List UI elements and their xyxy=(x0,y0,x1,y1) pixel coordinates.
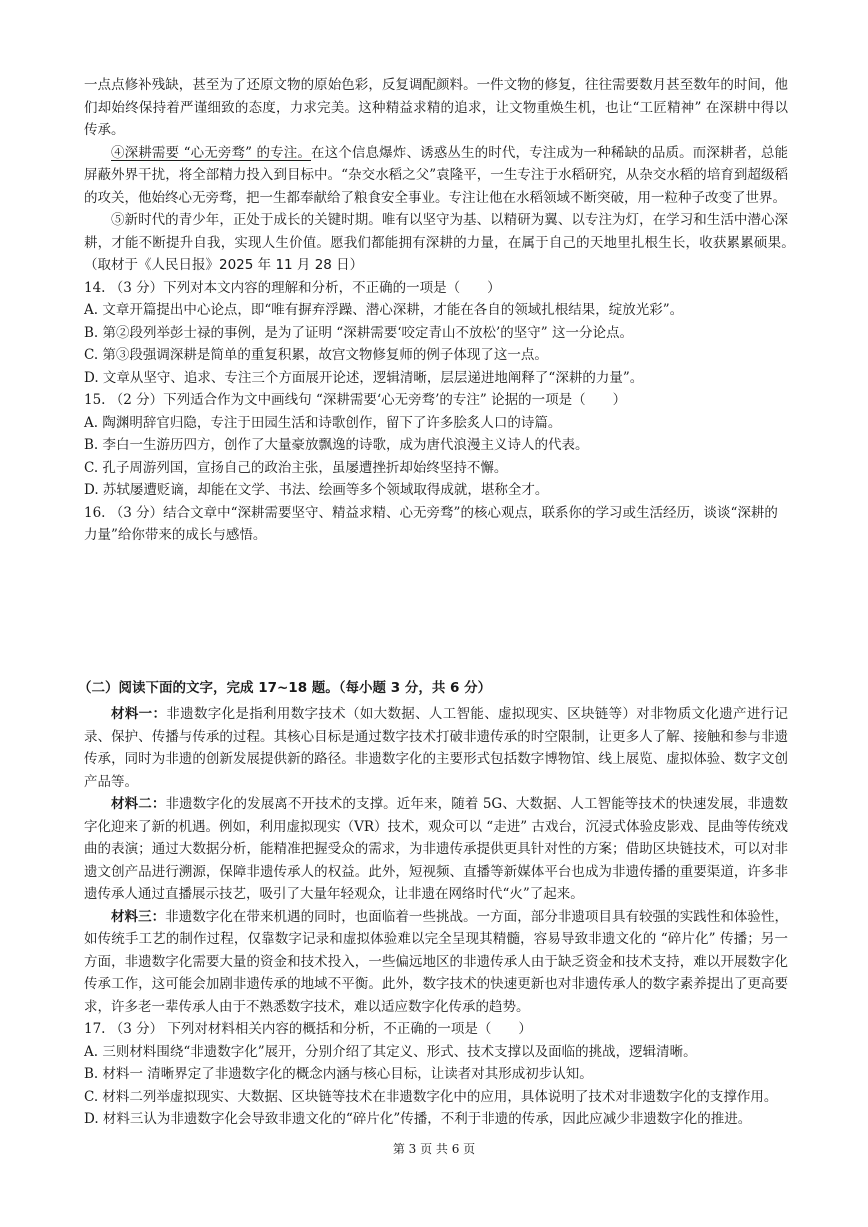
question-17-option-c: C. 材料二列举虚拟现实、大数据、区块链等技术在非遗数字化中的应用，具体说明了技术对非遗数字化的支撑作用。 xyxy=(84,1088,778,1105)
question-16-stem: 16. （3 分）结合文章中“深耕需要坚守、精益求精、心无旁骛”的核心观点，联系你的学习或生活经历，谈谈“深耕的力量”给你带来的成长与感悟。 xyxy=(84,504,778,543)
source-note: （取材于《人民日报》2025 年 11 月 28 日） xyxy=(84,257,364,273)
answer-space xyxy=(84,547,788,677)
material-2-label: 材料二： xyxy=(111,796,166,812)
question-17-option-d: D. 材料三认为非遗数字化会导致非遗文化的“碎片化”传播，不利于非遗的传承，因此应减少非遗数字化的推进。 xyxy=(84,1111,752,1127)
material-3-label: 材料三： xyxy=(111,908,166,925)
paragraph-5 xyxy=(84,209,788,277)
material-1 xyxy=(84,703,788,793)
question-14-option-a: A. 文章开篇提出中心论点，即“唯有摒弃浮躁、潜心深耕，才能在各自的领域扎根结果，绽放光彩”。 xyxy=(84,302,684,318)
question-17-stem: 17. （3 分） 下列对材料相关内容的概括和分析，不正确的一项是（ ） xyxy=(84,1021,532,1037)
material-1-label: 材料一： xyxy=(111,706,167,722)
question-15-option-d: D. 苏轼屡遭贬谪，却能在文学、书法、绘画等多个领域取得成就，堪称全才。 xyxy=(84,482,549,498)
question-14-option-b: B. 第②段列举彭士禄的事例，是为了证明 “深耕需要‘咬定青山不放松’的坚守” 这一分论点。 xyxy=(84,324,633,341)
page-number: 第 3 页 共 6 页 xyxy=(392,1142,476,1156)
paragraph-continued: 一点点修补残缺，甚至为了还原文物的原始色彩，反复调配颜料。一件文物的修复，往往需要数月甚至数年的时间，他们却始终保持着严谨细致的态度，力求完美。这种精益求精的追求，让文物重焕生机，也让“工匠精神” 在深耕中得以传承。 xyxy=(84,77,788,138)
paragraph-4 xyxy=(84,142,788,210)
question-14-option-c: C. 第③段强调深耕是简单的重复积累，故宫文物修复师的例子体现了这一点。 xyxy=(84,347,548,363)
question-14-stem: 14. （3 分）下列对本文内容的理解和分析，不正确的一项是（ ） xyxy=(84,279,501,296)
question-17-option-b: B. 材料一 清晰界定了非遗数字化的概念内涵与核心目标，让读者对其形成初步认知。 xyxy=(84,1066,593,1082)
question-14-option-d: D. 文章从坚守、追求、专注三个方面展开论述，逻辑清晰，层层递进地阐释了“深耕的力量”。 xyxy=(84,369,644,386)
question-15-option-c: C. 孔子周游列国，宣扬自己的政治主张，虽屡遭挫折却始终坚持不懈。 xyxy=(84,459,508,476)
exam-page xyxy=(78,74,789,1131)
question-15-option-b: B. 李白一生游历四方，创作了大量豪放飘逸的诗歌，成为唐代浪漫主义诗人的代表。 xyxy=(84,437,589,453)
paragraph-4-body: 在这个信息爆炸、诱惑丛生的时代，专注成为一种稀缺的品质。而深耕者，总能屏蔽外界干扰，将全部精力投入到目标中。“杂交水稻之父”袁隆平，一生专注于水稻研究，从杂交水稻的培育到超级稻的攻关，他始终心无旁骛，把一生都奉献给了粮食安全事业。专注让他在水稻领域不断突破，用一粒种子改变了世界。 xyxy=(84,144,789,206)
question-15-stem: 15. （2 分）下列适合作为文中画线句 “深耕需要‘心无旁骛’的专注” 论据的一项是（ ） xyxy=(84,392,627,408)
section-2-heading: （二）阅读下面的文字，完成 17~18 题。（每小题 3 分，共 6 分） xyxy=(78,679,492,696)
question-15-option-a: A. 陶渊明辞官归隐，专注于田园生活和诗歌创作，留下了许多脍炙人口的诗篇。 xyxy=(84,414,562,431)
material-1-text: 非遗数字化是指利用数字技术（如大数据、人工智能、虚拟现实、区块链等）对非物质文化遗产进行记录、保护、传播与传承的过程。其核心目标是通过数字技术打破非遗传承的时空限制，让更多人了解、接触和参与非遗传承，同时为非遗的创新发展提供新的路径。非遗数字化的主要形式包括数字博物馆、线上展览、虚拟体验、数字文创产品等。 xyxy=(84,706,789,790)
material-3-text: 非遗数字化在带来机遇的同时，也面临着一些挑战。一方面，部分非遗项目具有较强的实践性和体验性，如传统手工艺的制作过程，仅靠数字记录和虚拟体验难以完全呈现其精髓，容易导致非遗文化的 “碎片化” 传播；另一方面，非遗数字化需要大量的资金和技术投入，一些偏远地区的非遗传承人由于缺乏资金和技术支持，难以开展数字化传承工作，这可能会加剧非遗传承的地域不平衡。此外，数字技术的快速更新也对非遗传承人的数字素养提出了更高要求，许多老一辈传承人由于不熟悉数字技术，难以适应数字化传承的趋势。 xyxy=(84,908,789,1015)
paragraph-5-body: ⑤新时代的青少年，正处于成长的关键时期。唯有以坚守为基、以精研为翼、以专注为灯，在学习和生活中潜心深耕，才能不断提升自我，实现人生价值。愿我们都能拥有深耕的力量，在属于自己的天地里扎根生长，收获累累硕果。 xyxy=(84,212,788,251)
question-17-option-a: A. 三则材料围绕“非遗数字化”展开，分别介绍了其定义、形式、技术支撑以及面临的挑战，逻辑清晰。 xyxy=(84,1043,697,1060)
underlined-claim: ④深耕需要 “心无旁骛” 的专注。 xyxy=(111,144,312,161)
material-2 xyxy=(84,793,788,906)
material-3 xyxy=(84,906,788,1019)
material-2-text: 非遗数字化的发展离不开技术的支撑。近年来，随着 5G、大数据、人工智能等技术的快速发展，非遗数字化迎来了新的机遇。例如，利用虚拟现实（VR）技术，观众可以 “走进” 古戏台，沉浸式体验皮影戏、昆曲等传统戏曲的表演；通过大数据分析，能精准把握受众的需求，为非遗传承提供更具针对性的方案；借助区块链技术，可以对非遗文创产品进行溯源，保障非遗传承人的权益。此外，短视频、直播等新媒体平台也成为非遗传播的重要渠道，许多非遗传承人通过直播展示技艺，吸引了大量年轻观众，让非遗在网络时代“火”了起来。 xyxy=(84,796,788,902)
